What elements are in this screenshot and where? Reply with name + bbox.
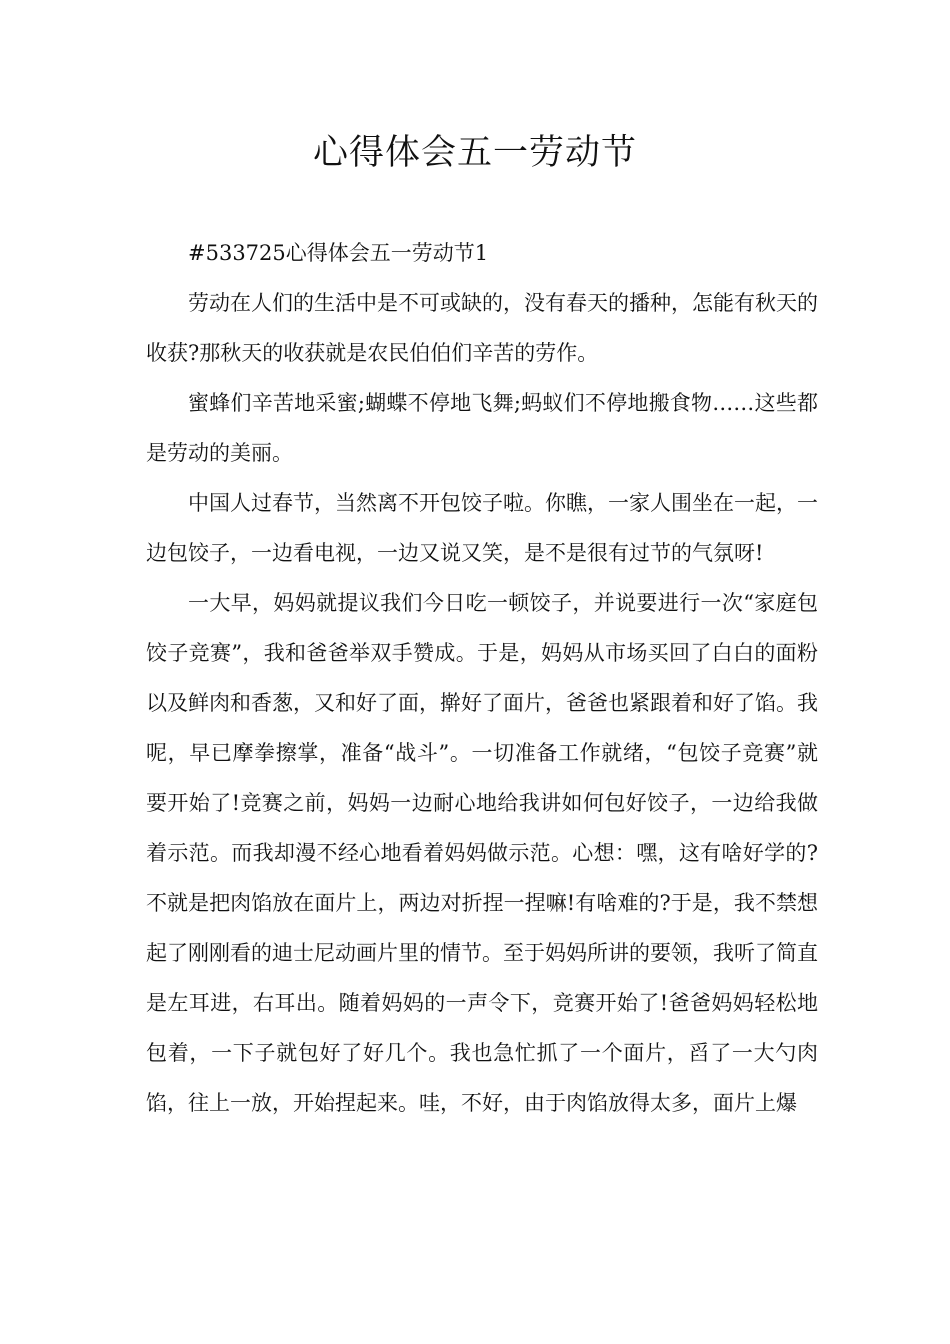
document-title: 心得体会五一劳动节 (312, 133, 637, 173)
document-body (146, 228, 818, 1128)
paragraph-4: 一大早，妈妈就提议我们今日吃一顿饺子，并说要进行一次“家庭包饺子竞赛”，我和爸爸举双手赞成。于是，妈妈从市场买回了白白的面粉以及鲜肉和香葱，又和好了面，擀好了面片，爸爸也紧跟着和好了馅。我呢，早已摩拳擦掌，准备“战斗”。一切准备工作就绪，“包饺子竞赛”就要开始了!竞赛之前，妈妈一边耐心地给我讲如何包好饺子，一边给我做着示范。而我却漫不经心地看着妈妈做示范。心想：嘿，这有啥好学的?不就是把肉馅放在面片上，两边对折捏一捏嘛!有啥难的?于是，我不禁想起了刚刚看的迪士尼动画片里的情节。至于妈妈所讲的要领，我听了简直是左耳进，右耳出。随着妈妈的一声令下，竞赛开始了!爸爸妈妈轻松地包着，一下子就包好了好几个。我也急忙抓了一个面片，舀了一大勺肉馅，往上一放，开始捏起来。哇，不好，由于肉馅放得太多，面片上爆 (146, 591, 818, 1115)
paragraph-1: 劳动在人们的生活中是不可或缺的，没有春天的播种，怎能有秋天的收获?那秋天的收获就是农民伯伯们辛苦的劳作。 (146, 291, 818, 365)
document-subtitle: #533725心得体会五一劳动节1 (188, 241, 489, 265)
paragraph-3: 中国人过春节，当然离不开包饺子啦。你瞧，一家人围坐在一起，一边包饺子，一边看电视，一边又说又笑，是不是很有过节的气氛呀! (146, 491, 818, 565)
paragraph-2: 蜜蜂们辛苦地采蜜;蝴蝶不停地飞舞;蚂蚁们不停地搬食物……这些都是劳动的美丽。 (146, 391, 818, 465)
